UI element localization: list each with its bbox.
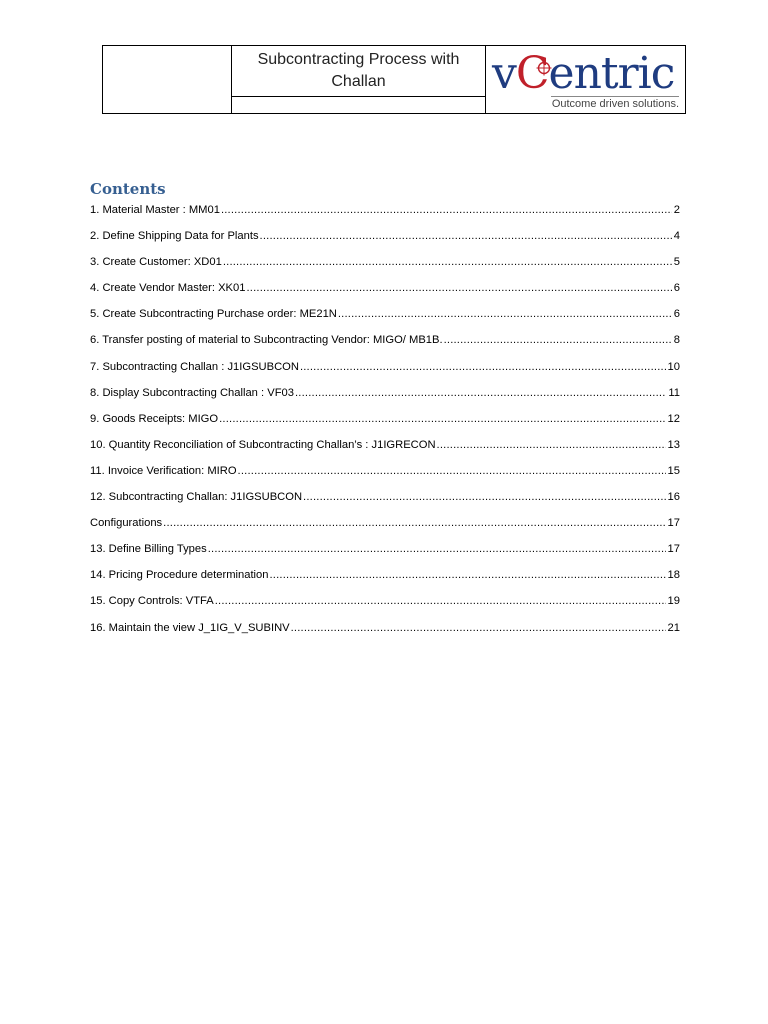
toc-entry-title: 3. Create Customer: XD01 (90, 256, 222, 269)
toc-entry-page-number: 17 (667, 543, 680, 556)
toc-entry-title: 6. Transfer posting of material to Subcontracting Vendor: MIGO/ MB1B. (90, 334, 443, 347)
toc-entry[interactable] (90, 387, 680, 413)
toc-entry[interactable] (90, 230, 680, 256)
toc-entry[interactable] (90, 256, 680, 282)
logo-suffix: entric (548, 48, 675, 99)
toc-entry-title: 14. Pricing Procedure determination (90, 569, 269, 582)
toc-dot-leader (295, 387, 666, 399)
toc-entry-page-number: 5 (673, 256, 680, 269)
toc-entry-title: 5. Create Subcontracting Purchase order: ME21N (90, 308, 337, 321)
toc-entry-page-number: 10 (667, 360, 680, 373)
crosshair-icon (536, 60, 552, 76)
logo-accent-letter: C (515, 48, 549, 99)
toc-entry-title: 8. Display Subcontracting Challan : VF03 (90, 386, 294, 399)
toc-entry[interactable] (90, 308, 680, 334)
toc-entry[interactable] (90, 491, 680, 517)
logo-prefix: v (492, 48, 516, 99)
toc-entry[interactable] (90, 204, 680, 230)
toc-entry[interactable] (90, 413, 680, 439)
toc-dot-leader (215, 595, 666, 607)
toc-entry-title: 11. Invoice Verification: MIRO (90, 464, 237, 477)
logo-wordmark (492, 50, 674, 98)
toc-entry-title: 10. Quantity Reconciliation of Subcontracting Challan’s : J1IGRECON (90, 438, 436, 451)
contents-heading: Contents (90, 180, 166, 198)
header-empty-cell (103, 46, 232, 113)
toc-dot-leader (338, 308, 672, 320)
toc-entry-page-number: 18 (667, 569, 680, 582)
toc-entry[interactable] (90, 543, 680, 569)
toc-dot-leader (303, 491, 666, 503)
toc-entry-page-number: 19 (667, 595, 680, 608)
toc-entry-title: Configurations (90, 517, 163, 530)
toc-entry-title: 4. Create Vendor Master: XK01 (90, 282, 246, 295)
document-title-line2: Challan (331, 73, 386, 90)
toc-dot-leader (163, 517, 665, 529)
header-empty-subcell (232, 97, 485, 113)
toc-entry[interactable] (90, 622, 680, 648)
toc-entry-title: 15. Copy Controls: VTFA (90, 595, 214, 608)
toc-entry[interactable] (90, 517, 680, 543)
toc-dot-leader (223, 256, 672, 268)
toc-entry-page-number: 13 (667, 438, 680, 451)
toc-dot-leader (437, 439, 666, 451)
toc-entry[interactable] (90, 595, 680, 621)
toc-entry-title: 2. Define Shipping Data for Plants (90, 230, 259, 243)
company-logo (486, 46, 685, 113)
toc-dot-leader (260, 230, 672, 242)
toc-entry-page-number: 11 (668, 386, 680, 399)
toc-entry-page-number: 16 (667, 491, 680, 504)
document-title-line1: Subcontracting Process with (257, 51, 460, 68)
toc-entry-title: 9. Goods Receipts: MIGO (90, 412, 219, 425)
toc-entry-title: 7. Subcontracting Challan : J1IGSUBCON (90, 360, 299, 373)
toc-dot-leader (246, 282, 671, 294)
toc-entry[interactable] (90, 465, 680, 491)
toc-entry[interactable] (90, 439, 680, 465)
toc-entry[interactable] (90, 282, 680, 308)
toc-entry[interactable] (90, 569, 680, 595)
toc-entry-page-number: 12 (667, 412, 680, 425)
logo-tagline: Outcome driven solutions. (551, 98, 679, 110)
toc-entry-page-number: 6 (673, 282, 680, 295)
toc-entry-page-number: 2 (673, 204, 680, 216)
toc-dot-leader (291, 622, 666, 634)
document-title (232, 46, 485, 97)
toc-entry-page-number: 15 (667, 464, 680, 477)
document-header-table (102, 45, 686, 114)
toc-entry-page-number: 6 (673, 308, 680, 321)
toc-dot-leader (238, 465, 666, 477)
toc-entry-title: 12. Subcontracting Challan: J1IGSUBCON (90, 491, 303, 504)
toc-entry-page-number: 4 (673, 230, 680, 243)
toc-dot-leader (208, 543, 666, 555)
toc-dot-leader (221, 204, 672, 216)
toc-entry[interactable] (90, 334, 680, 360)
toc-dot-leader (269, 569, 665, 581)
toc-entry-title: 16. Maintain the view J_1IG_V_SUBINV (90, 621, 290, 634)
toc-dot-leader (300, 361, 666, 373)
toc-entry-title: 1. Material Master : MM01 (90, 204, 220, 216)
toc-entry-page-number: 21 (667, 621, 680, 634)
toc-entry-title: 13. Define Billing Types (90, 543, 207, 556)
toc-dot-leader (444, 334, 672, 346)
toc-entry-page-number: 8 (673, 334, 680, 347)
toc-entry-page-number: 17 (667, 517, 680, 530)
table-of-contents (90, 204, 680, 648)
toc-entry[interactable] (90, 361, 680, 387)
header-title-cell (232, 46, 486, 113)
toc-dot-leader (219, 413, 665, 425)
